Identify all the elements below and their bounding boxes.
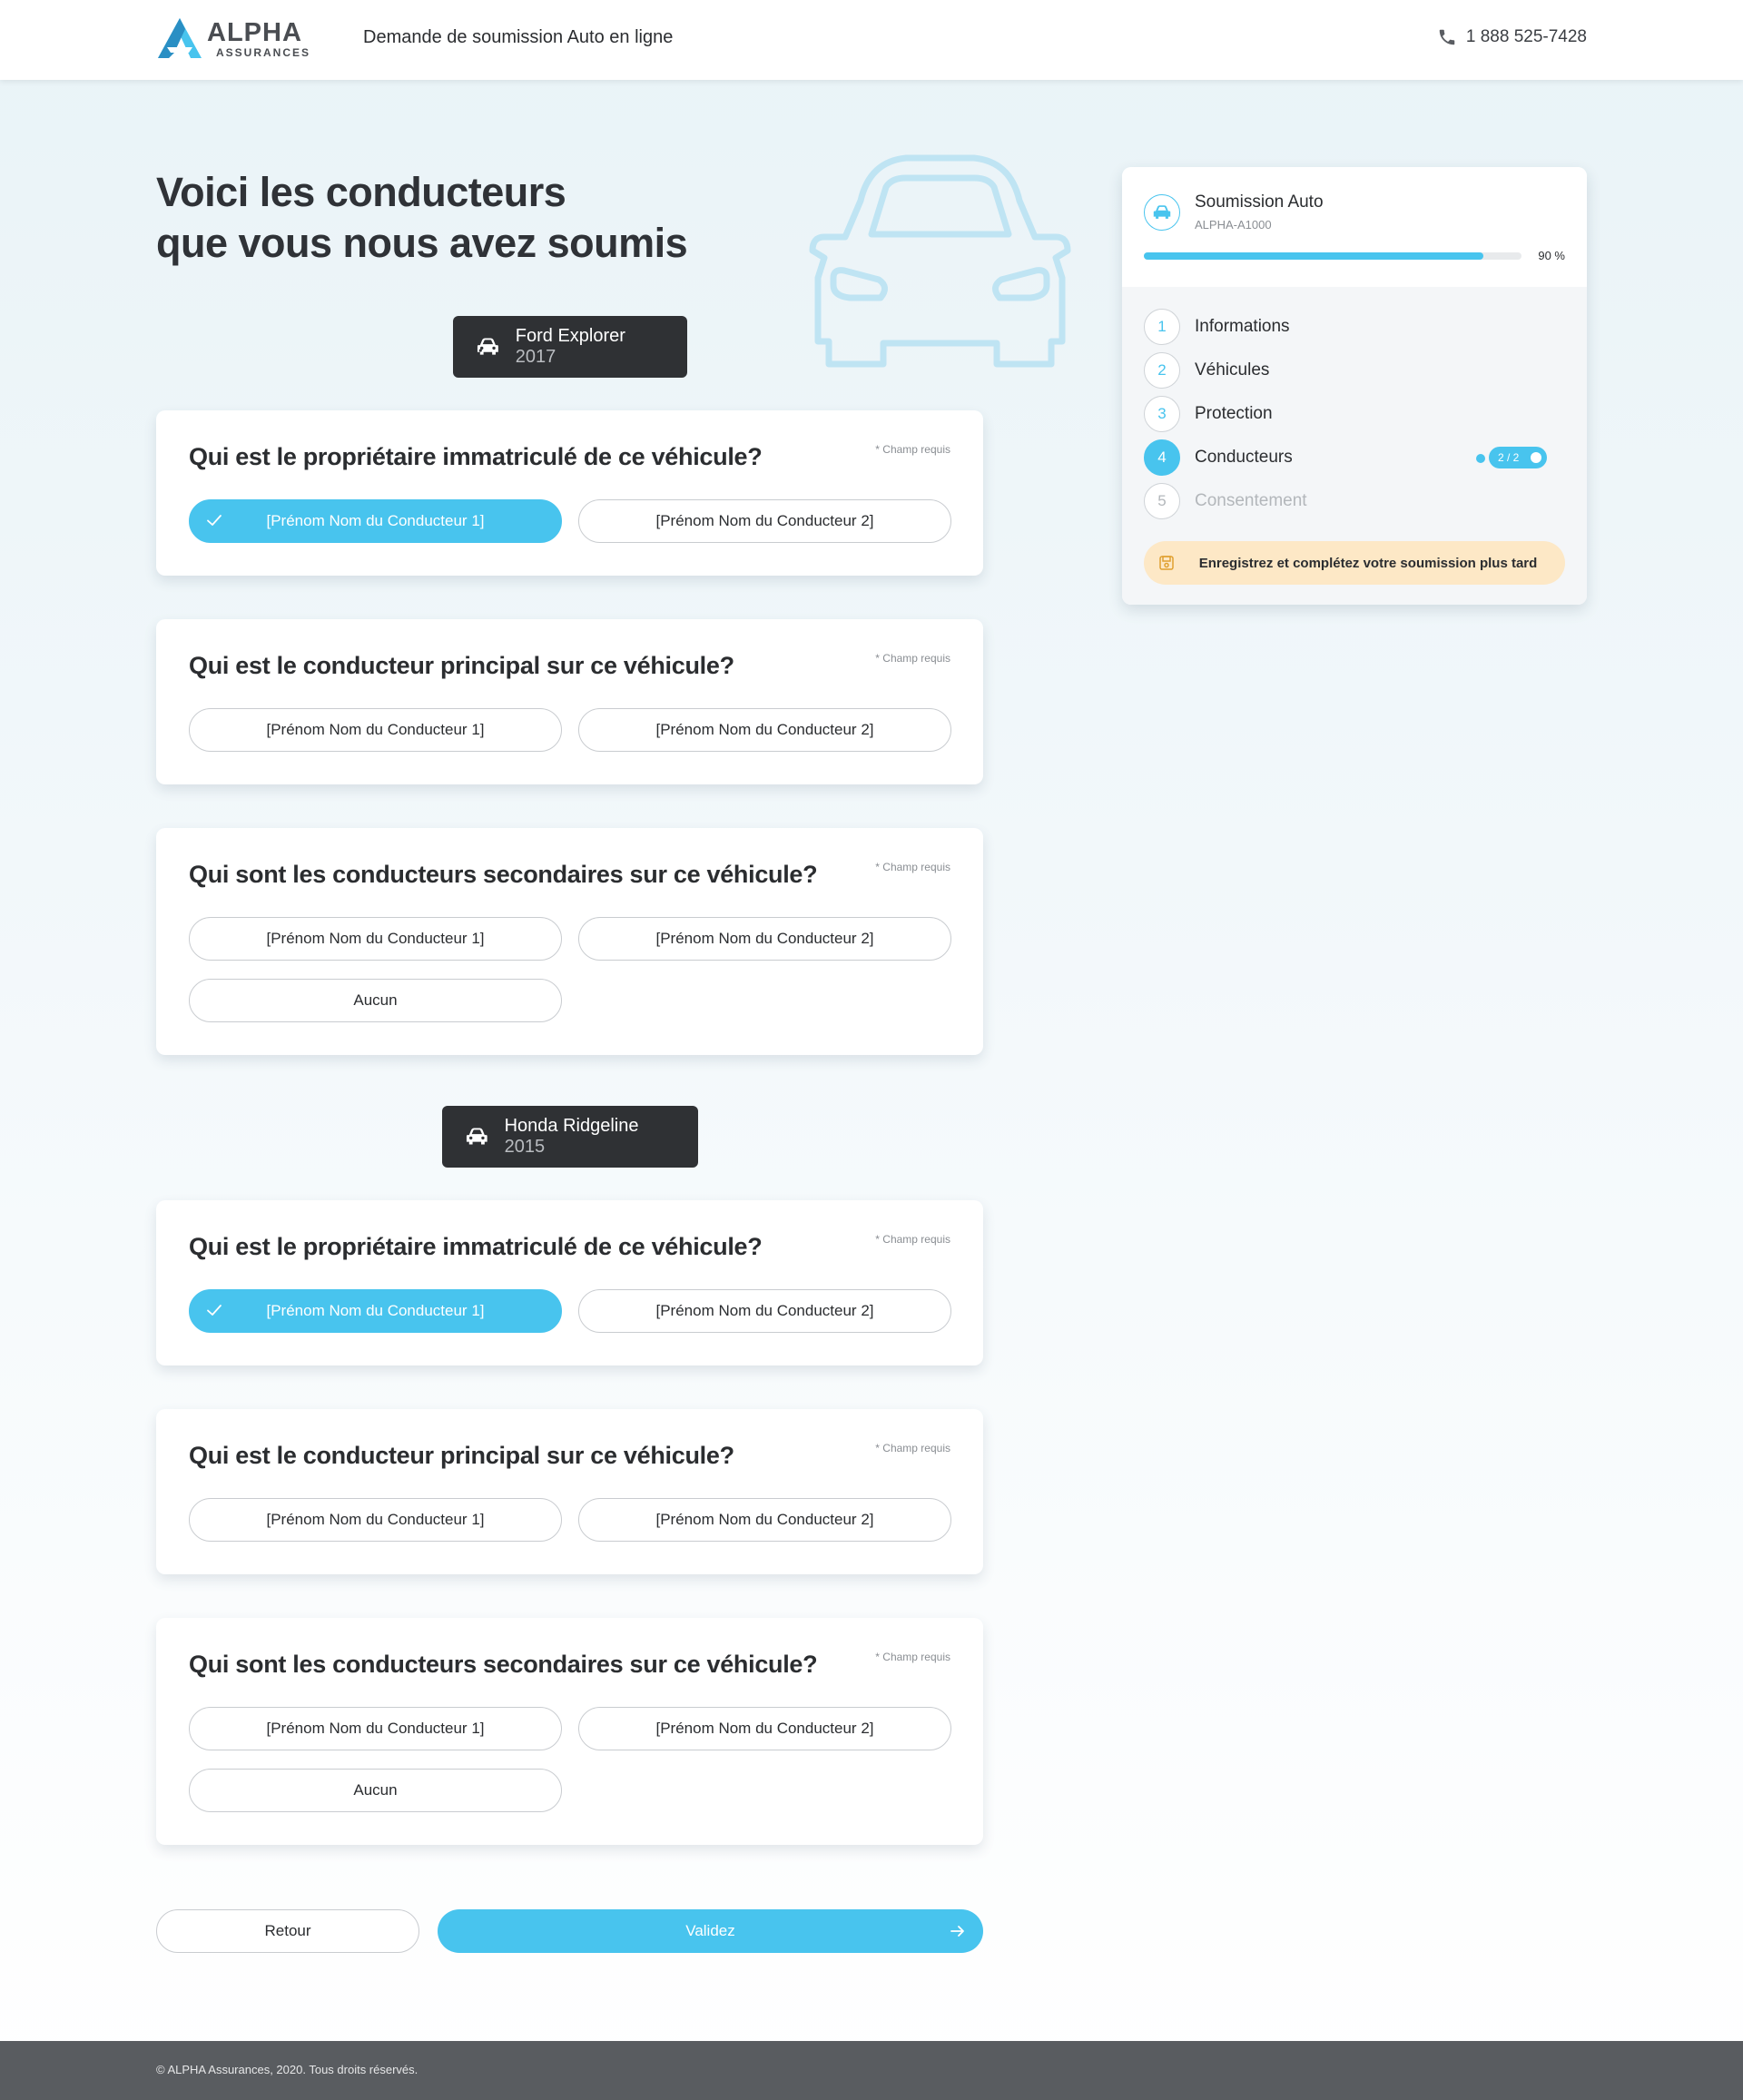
check-icon [206,512,222,528]
option-label: [Prénom Nom du Conducteur 2] [655,1720,874,1737]
page-title [156,167,687,269]
question-title: Qui est le conducteur principal sur ce véhicule? [189,1442,734,1469]
header-title: Demande de soumission Auto en ligne [363,27,674,47]
question-card-secondary-drivers [156,828,983,1055]
option-label: [Prénom Nom du Conducteur 1] [266,1511,485,1528]
alpha-logo[interactable] [156,16,320,62]
vehicle-badge-ford [453,316,687,378]
step-conducteurs[interactable] [1144,439,1571,476]
option-driver-2[interactable] [578,708,951,752]
save-for-later-button[interactable] [1144,541,1565,585]
phone-link[interactable] [1437,27,1587,47]
option-label: [Prénom Nom du Conducteur 2] [655,512,874,529]
page-title-line-1: Voici les conducteurs [156,169,566,215]
substep-counter [1489,447,1547,468]
logo-subtitle: ASSURANCES [216,46,311,59]
page-footer [0,2041,1743,2100]
option-driver-1[interactable] [189,1707,562,1750]
option-driver-1[interactable] [189,1289,562,1333]
substep-dot [1476,454,1485,463]
question-card-secondary-drivers [156,1618,983,1845]
option-label: [Prénom Nom du Conducteur 2] [655,721,874,738]
step-vehicules[interactable] [1144,352,1571,389]
option-driver-1[interactable] [189,1498,562,1542]
option-driver-1[interactable] [189,917,562,961]
option-label: [Prénom Nom du Conducteur 2] [655,930,874,947]
option-driver-2[interactable] [578,1498,951,1542]
save-later-label: Enregistrez et complétez votre soumission plus tard [1198,555,1538,571]
option-driver-2[interactable] [578,917,951,961]
required-note: * Champ requis [875,1442,950,1454]
panel-title: Soumission Auto [1195,192,1324,212]
option-driver-1[interactable] [189,499,562,543]
option-driver-1[interactable] [189,708,562,752]
option-label: [Prénom Nom du Conducteur 2] [655,1511,874,1528]
option-none[interactable] [189,979,562,1022]
option-label: Aucun [353,991,398,1009]
vehicle-badge-honda [442,1106,698,1168]
phone-number: 1 888 525-7428 [1465,27,1587,46]
required-note: * Champ requis [875,1233,950,1246]
quote-code: ALPHA-A1000 [1195,218,1272,232]
progress-fill [1144,252,1483,260]
save-icon [1158,555,1175,571]
option-label: [Prénom Nom du Conducteur 1] [266,930,485,947]
quote-progress-panel [1122,167,1587,605]
option-label: [Prénom Nom du Conducteur 1] [266,1720,485,1737]
question-title: Qui sont les conducteurs secondaires sur ce véhicule? [189,861,818,888]
question-title: Qui est le conducteur principal sur ce véhicule? [189,652,734,679]
option-driver-2[interactable] [578,1707,951,1750]
required-note: * Champ requis [875,1651,950,1663]
option-label: [Prénom Nom du Conducteur 1] [266,512,485,529]
progress-percent: 90 % [1538,249,1565,262]
copyright-text: © ALPHA Assurances, 2020. Tous droits réservés. [156,2063,419,2076]
step-label: Consentement [1195,491,1307,510]
car-icon [477,337,499,357]
question-title: Qui est le propriétaire immatriculé de ce véhicule? [189,443,763,470]
car-icon [1153,204,1171,221]
question-card-main-driver [156,1409,983,1574]
submit-button[interactable] [438,1909,983,1953]
option-label: [Prénom Nom du Conducteur 1] [266,721,485,738]
vehicle-name: Ford Explorer [515,326,625,346]
alpha-logo-icon [156,16,203,60]
question-card-owner [156,1200,983,1365]
page-title-line-2: que vous nous avez soumis [156,220,688,266]
option-label: [Prénom Nom du Conducteur 1] [266,1302,485,1319]
option-none[interactable] [189,1769,562,1812]
step-number: 5 [1144,483,1180,519]
option-driver-2[interactable] [578,1289,951,1333]
car-illustration-icon [806,151,1074,369]
step-protection[interactable] [1144,396,1571,432]
required-note: * Champ requis [875,652,950,665]
vehicle-name: Honda Ridgeline [504,1116,639,1136]
step-label: Véhicules [1195,360,1270,380]
arrow-right-icon [949,1922,967,1940]
substep-pill-dot [1531,452,1541,463]
option-label: [Prénom Nom du Conducteur 2] [655,1302,874,1319]
step-number: 3 [1144,396,1180,432]
required-note: * Champ requis [875,861,950,873]
step-number: 1 [1144,309,1180,345]
step-consentement [1144,483,1571,519]
step-label: Protection [1195,404,1273,423]
top-header [0,0,1743,80]
progress-bar [1144,252,1521,260]
substep-label: 2 / 2 [1498,451,1520,464]
step-number: 2 [1144,352,1180,389]
check-icon [206,1302,222,1318]
car-badge [1144,194,1180,231]
car-icon [466,1127,488,1147]
question-title: Qui sont les conducteurs secondaires sur ce véhicule? [189,1651,818,1678]
phone-icon [1437,27,1457,47]
required-note: * Champ requis [875,443,950,456]
question-title: Qui est le propriétaire immatriculé de ce véhicule? [189,1233,763,1260]
submit-label: Validez [685,1922,735,1939]
step-informations[interactable] [1144,309,1571,345]
logo-name: ALPHA [207,18,302,47]
step-label: Conducteurs [1195,448,1293,467]
option-label: Aucun [353,1781,398,1799]
step-label: Informations [1195,317,1290,336]
vehicle-year: 2017 [515,347,556,367]
vehicle-year: 2015 [504,1137,546,1157]
question-card-main-driver [156,619,983,784]
step-number: 4 [1144,439,1180,476]
back-button[interactable]: Retour [156,1909,419,1953]
question-card-owner [156,410,983,576]
option-driver-2[interactable] [578,499,951,543]
panel-header [1122,167,1587,287]
